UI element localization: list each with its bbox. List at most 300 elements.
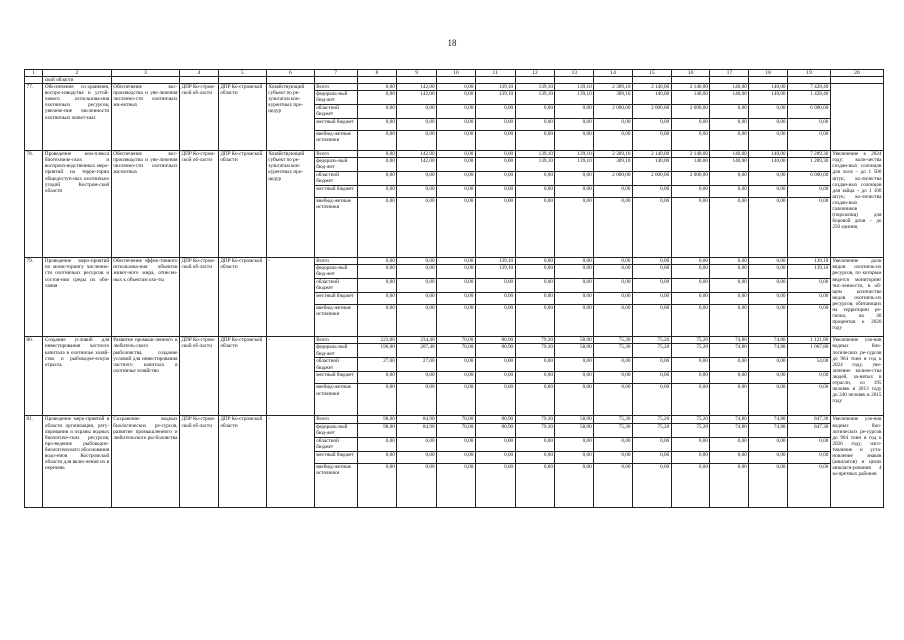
responsible-executor: ДПР Ко-стром-ской об-ласти <box>180 258 219 337</box>
expected-result: Увеличение уло-вов водных био-логических ре-сурсов до 964 тонн в год к 2020 году, изго-товление и уста-новление знаков (аншлагов) в целях аншлаги-рования 4 за-претных районов <box>830 416 883 507</box>
amount-cell: 75,30 <box>594 416 633 423</box>
amount-cell: 1 067,80 <box>788 344 831 358</box>
amount-cell: 139,10 <box>515 158 555 172</box>
amount-cell: 0,00 <box>594 258 633 265</box>
amount-cell: 0,00 <box>555 293 594 305</box>
column-number: 17 <box>710 70 749 77</box>
amount-cell: 0,00 <box>475 279 515 293</box>
amount-cell: 0,00 <box>749 358 788 372</box>
amount-cell: 0,00 <box>555 279 594 293</box>
co-executor: ДПР Ко-стромской области <box>218 337 266 416</box>
responsible-executor: ДПР Ко-стром-ской об-ласти <box>180 337 219 416</box>
amount-cell: 0,00 <box>397 131 437 151</box>
amount-cell: 0,00 <box>357 158 397 172</box>
amount-cell: 0,00 <box>710 265 749 279</box>
amount-cell: 0,00 <box>788 451 831 463</box>
amount-cell: 98,00 <box>357 423 397 437</box>
amount-cell: 140,00 <box>749 84 788 91</box>
amount-cell: 0,00 <box>515 437 555 451</box>
amount-cell: 0,00 <box>788 198 831 258</box>
amount-cell: 0,00 <box>788 119 831 131</box>
amount-cell: 0,00 <box>749 384 788 416</box>
co-executor: ДПР Ко-стромской области <box>218 84 266 151</box>
amount-cell: 84,90 <box>397 416 437 423</box>
amount-cell: 140,00 <box>632 91 671 105</box>
amount-cell: 75,20 <box>632 344 671 358</box>
amount-cell: 0,00 <box>671 293 710 305</box>
funding-source: федераль-ный бюд-жет <box>314 91 357 105</box>
amount-cell: 234,40 <box>397 337 437 344</box>
budget-table <box>24 69 884 508</box>
amount-cell: 0,00 <box>357 198 397 258</box>
amount-cell: 139,10 <box>788 265 831 279</box>
partner-participant: - <box>266 337 314 416</box>
amount-cell: 0,00 <box>515 172 555 186</box>
amount-cell: 139,10 <box>555 91 594 105</box>
amount-cell: 0,00 <box>555 463 594 507</box>
amount-cell: 0,00 <box>710 358 749 372</box>
amount-cell: 0,00 <box>632 437 671 451</box>
event-goal: Сохранение водных биологических ре-сурсов, развитие промышленного и любительского ры-боловства <box>111 416 179 507</box>
empty-cell <box>555 77 594 84</box>
amount-cell: 0,00 <box>749 198 788 258</box>
amount-cell: 0,00 <box>788 463 831 507</box>
funding-source: областной бюджет <box>314 358 357 372</box>
amount-cell: 0,00 <box>749 105 788 119</box>
amount-cell: 0,00 <box>555 451 594 463</box>
empty-cell <box>25 77 43 84</box>
amount-cell: 0,00 <box>555 105 594 119</box>
expected-result <box>830 84 883 151</box>
amount-cell: 0,00 <box>357 384 397 416</box>
amount-cell: 1 289,30 <box>788 158 831 172</box>
funding-source: местный бюджет <box>314 372 357 384</box>
amount-cell: 0,00 <box>749 119 788 131</box>
amount-cell: 80,90 <box>475 423 515 437</box>
funding-source: Всего <box>314 258 357 265</box>
amount-cell: 0,00 <box>515 358 555 372</box>
amount-cell: 0,00 <box>515 265 555 279</box>
amount-cell: 139,10 <box>555 151 594 158</box>
empty-cell <box>515 77 555 84</box>
amount-cell: 0,00 <box>555 186 594 198</box>
amount-cell: 0,00 <box>475 186 515 198</box>
amount-cell: 74,80 <box>749 416 788 423</box>
amount-cell: 58,90 <box>555 423 594 437</box>
empty-cell <box>830 77 883 84</box>
amount-cell: 27,00 <box>397 358 437 372</box>
amount-cell: 139,10 <box>788 258 831 265</box>
event-name: Проведение ком-плекса биотехниче-ских и воспроиз-водственных меро-приятий на терри-тории общедоступ-ных охотничьих угодий Костром-ской области <box>43 151 111 258</box>
partner-participant: - <box>266 416 314 507</box>
responsible-executor: ДПР Ко-стром-ской об-ласти <box>180 84 219 151</box>
amount-cell: 0,00 <box>437 279 476 293</box>
funding-source: федераль-ный бюд-жет <box>314 423 357 437</box>
funding-source: внебюд-жетные источники <box>314 463 357 507</box>
amount-cell: 0,00 <box>632 186 671 198</box>
amount-cell: 2 000,00 <box>671 105 710 119</box>
amount-cell: 58,90 <box>555 344 594 358</box>
amount-cell: 0,00 <box>437 305 476 337</box>
amount-cell: 0,00 <box>515 186 555 198</box>
amount-cell: 139,10 <box>515 84 555 91</box>
amount-cell: 0,00 <box>671 451 710 463</box>
amount-cell: 0,00 <box>515 131 555 151</box>
amount-cell: 140,00 <box>710 84 749 91</box>
amount-cell: 0,00 <box>671 305 710 337</box>
amount-cell: 0,00 <box>632 265 671 279</box>
amount-cell: 0,00 <box>357 463 397 507</box>
amount-cell: 0,00 <box>357 372 397 384</box>
column-number: 6 <box>266 70 314 77</box>
amount-cell: 0,00 <box>437 84 476 91</box>
amount-cell: 142,00 <box>397 91 437 105</box>
amount-cell: 54,00 <box>788 358 831 372</box>
amount-cell: 2 000,00 <box>594 105 633 119</box>
amount-cell: 0,00 <box>475 158 515 172</box>
amount-cell: 0,00 <box>515 258 555 265</box>
amount-cell: 139,10 <box>515 151 555 158</box>
amount-cell: 139,10 <box>475 265 515 279</box>
amount-cell: 0,00 <box>437 358 476 372</box>
amount-cell: 74,80 <box>710 423 749 437</box>
event-name: Создание условий для инвестирования частного капитала в охотничье хозяй-ство и рыбоводче-ескую отрасль <box>43 337 111 416</box>
amount-cell: 0,00 <box>632 451 671 463</box>
event-goal: Обеспечение вос-производства и уве-личения численно-сти охотничьих жи-вотных <box>111 84 179 151</box>
amount-cell: 0,00 <box>357 437 397 451</box>
amount-cell: 139,10 <box>555 84 594 91</box>
amount-cell: 0,00 <box>671 131 710 151</box>
amount-cell: 80,90 <box>475 416 515 423</box>
amount-cell: 0,00 <box>710 384 749 416</box>
funding-source: внебюд-жетные источники <box>314 131 357 151</box>
amount-cell: 0,00 <box>788 186 831 198</box>
column-number: 20 <box>830 70 883 77</box>
amount-cell: 0,00 <box>475 172 515 186</box>
amount-cell: 0,00 <box>475 151 515 158</box>
amount-cell: 0,00 <box>397 265 437 279</box>
amount-cell: 847,30 <box>788 423 831 437</box>
empty-cell <box>218 77 266 84</box>
amount-cell: 142,00 <box>397 158 437 172</box>
amount-cell: 79,30 <box>515 423 555 437</box>
amount-cell: 0,00 <box>710 305 749 337</box>
amount-cell: 139,10 <box>515 91 555 105</box>
row-number: 77. <box>25 84 43 151</box>
amount-cell: 0,00 <box>788 131 831 151</box>
amount-cell: 0,00 <box>671 372 710 384</box>
column-number: 9 <box>397 70 437 77</box>
empty-cell <box>475 77 515 84</box>
amount-cell: 0,00 <box>475 105 515 119</box>
amount-cell: 0,00 <box>357 279 397 293</box>
amount-cell: 140,00 <box>749 158 788 172</box>
amount-cell: 0,00 <box>515 293 555 305</box>
funding-source: внебюд-жетные источники <box>314 384 357 416</box>
amount-cell: 0,00 <box>397 463 437 507</box>
amount-cell: 139,10 <box>555 158 594 172</box>
amount-cell: 139,10 <box>475 84 515 91</box>
amount-cell: 0,00 <box>397 451 437 463</box>
amount-cell: 0,00 <box>749 372 788 384</box>
amount-cell: 0,00 <box>475 358 515 372</box>
amount-cell: 0,00 <box>594 198 633 258</box>
amount-cell: 0,00 <box>515 372 555 384</box>
amount-cell: 847,30 <box>788 416 831 423</box>
empty-cell <box>671 77 710 84</box>
column-number: 8 <box>357 70 397 77</box>
amount-cell: 0,00 <box>749 265 788 279</box>
amount-cell: 79,30 <box>515 416 555 423</box>
column-number: 15 <box>632 70 671 77</box>
amount-cell: 75,30 <box>594 337 633 344</box>
amount-cell: 0,00 <box>357 105 397 119</box>
amount-cell: 0,00 <box>749 258 788 265</box>
row-number: 81. <box>25 416 43 507</box>
amount-cell: 0,00 <box>710 372 749 384</box>
amount-cell: 0,00 <box>357 91 397 105</box>
amount-cell: 0,00 <box>632 119 671 131</box>
amount-cell: 80,90 <box>475 344 515 358</box>
table-row <box>25 258 884 265</box>
funding-source: областной бюджет <box>314 172 357 186</box>
row-number: 79. <box>25 258 43 337</box>
amount-cell: 0,00 <box>632 305 671 337</box>
amount-cell: 0,00 <box>555 372 594 384</box>
amount-cell: 70,00 <box>437 423 476 437</box>
amount-cell: 139,10 <box>475 91 515 105</box>
table-row <box>25 337 884 344</box>
column-number: 3 <box>111 70 179 77</box>
amount-cell: 75,20 <box>671 416 710 423</box>
event-goal: Обеспечение эффек-тивного использова-ния объектов живот-ного мира, отнесен-ных к объектам охо-ты <box>111 258 179 337</box>
amount-cell: 0,00 <box>357 172 397 186</box>
empty-cell <box>749 77 788 84</box>
amount-cell: 0,00 <box>437 131 476 151</box>
amount-cell: 0,00 <box>397 372 437 384</box>
amount-cell: 0,00 <box>710 437 749 451</box>
amount-cell: 0,00 <box>397 305 437 337</box>
amount-cell: 0,00 <box>671 463 710 507</box>
amount-cell: 70,00 <box>437 416 476 423</box>
empty-cell <box>788 77 831 84</box>
funding-source: Всего <box>314 84 357 91</box>
empty-cell <box>632 77 671 84</box>
amount-cell: 0,00 <box>357 451 397 463</box>
amount-cell: 80,90 <box>475 337 515 344</box>
amount-cell: 0,00 <box>555 384 594 416</box>
empty-cell <box>111 77 179 84</box>
amount-cell: 70,00 <box>437 344 476 358</box>
amount-cell: 0,00 <box>710 131 749 151</box>
amount-cell: 84,90 <box>397 423 437 437</box>
amount-cell: 0,00 <box>555 258 594 265</box>
co-executor: ДПР Ко-стромской области <box>218 151 266 258</box>
amount-cell: 0,00 <box>671 119 710 131</box>
column-number: 16 <box>671 70 710 77</box>
amount-cell: 0,00 <box>397 437 437 451</box>
amount-cell: 7 428,40 <box>788 84 831 91</box>
amount-cell: 0,00 <box>555 265 594 279</box>
amount-cell: 0,00 <box>594 463 633 507</box>
amount-cell: 140,00 <box>671 158 710 172</box>
amount-cell: 0,00 <box>437 451 476 463</box>
amount-cell: 0,00 <box>594 384 633 416</box>
amount-cell: 140,00 <box>671 91 710 105</box>
amount-cell: 0,00 <box>594 305 633 337</box>
amount-cell: 75,30 <box>594 344 633 358</box>
amount-cell: 0,00 <box>437 119 476 131</box>
amount-cell: 0,00 <box>632 463 671 507</box>
amount-cell: 0,00 <box>632 258 671 265</box>
amount-cell: 0,00 <box>710 463 749 507</box>
amount-cell: 0,00 <box>515 305 555 337</box>
amount-cell: 0,00 <box>475 437 515 451</box>
funding-source: федераль-ный бюд-жет <box>314 158 357 172</box>
amount-cell: 0,00 <box>594 186 633 198</box>
amount-cell: 75,20 <box>632 423 671 437</box>
event-name: Проведение меро-приятий в области организации, регу-лирования и охраны водных биологиче-ских ресурсов, про-ведение рыбоводно-биологического обоснования водо-емов Костромской области для вклю-чения их в перечень <box>43 416 111 507</box>
amount-cell: 0,00 <box>749 293 788 305</box>
funding-source: местный бюджет <box>314 119 357 131</box>
funding-source: местный бюджет <box>314 293 357 305</box>
amount-cell: 0,00 <box>397 172 437 186</box>
amount-cell: 0,00 <box>788 279 831 293</box>
amount-cell: 0,00 <box>555 358 594 372</box>
amount-cell: 2 309,10 <box>594 84 633 91</box>
co-executor: ДПР Ко-стромской области <box>218 258 266 337</box>
amount-cell: 0,00 <box>632 358 671 372</box>
amount-cell: 0,00 <box>749 131 788 151</box>
amount-cell: 0,00 <box>594 293 633 305</box>
amount-cell: 74,80 <box>749 337 788 344</box>
amount-cell: 0,00 <box>515 463 555 507</box>
column-number: 10 <box>437 70 476 77</box>
amount-cell: 0,00 <box>788 293 831 305</box>
page-number: 18 <box>447 38 457 48</box>
amount-cell: 0,00 <box>437 198 476 258</box>
amount-cell: 6 000,00 <box>788 172 831 186</box>
amount-cell: 0,00 <box>397 105 437 119</box>
amount-cell: 142,00 <box>397 151 437 158</box>
amount-cell: 2 140,00 <box>632 84 671 91</box>
amount-cell: 75,20 <box>671 344 710 358</box>
amount-cell: 0,00 <box>594 265 633 279</box>
amount-cell: 0,00 <box>437 372 476 384</box>
empty-cell <box>357 77 397 84</box>
amount-cell: 6 000,00 <box>788 105 831 119</box>
amount-cell: 1 428,40 <box>788 91 831 105</box>
amount-cell: 0,00 <box>357 186 397 198</box>
partner-participant: - <box>266 258 314 337</box>
amount-cell: 0,00 <box>710 451 749 463</box>
responsible-executor: ДПР Ко-стром-ской об-ласти <box>180 151 219 258</box>
amount-cell: 207,40 <box>397 344 437 358</box>
amount-cell: 0,00 <box>671 384 710 416</box>
amount-cell: 0,00 <box>710 105 749 119</box>
amount-cell: 74,80 <box>710 344 749 358</box>
amount-cell: 0,00 <box>710 198 749 258</box>
funding-source: Всего <box>314 337 357 344</box>
amount-cell: 0,00 <box>749 305 788 337</box>
amount-cell: 0,00 <box>671 258 710 265</box>
amount-cell: 0,00 <box>710 293 749 305</box>
event-goal: Развитие промыш-ленного и любитель-ского рыболовства, создание условий для инвестирования частного капитала в охотничье хозяйство <box>111 337 179 416</box>
amount-cell: 0,00 <box>437 158 476 172</box>
empty-cell <box>180 77 219 84</box>
amount-cell: 0,00 <box>357 258 397 265</box>
table-row <box>25 416 884 423</box>
amount-cell: 0,00 <box>437 172 476 186</box>
amount-cell: 0,00 <box>357 305 397 337</box>
column-number: 4 <box>180 70 219 77</box>
amount-cell: 0,00 <box>671 186 710 198</box>
amount-cell: 223,00 <box>357 337 397 344</box>
amount-cell: 0,00 <box>594 279 633 293</box>
amount-cell: 0,00 <box>671 265 710 279</box>
amount-cell: 70,00 <box>437 337 476 344</box>
event-name: Проведение меро-приятий по мони-торингу численно-сти охотничьих ресурсов и состоя-ния среды их оби-тания <box>43 258 111 337</box>
amount-cell: 0,00 <box>437 105 476 119</box>
table-row <box>25 151 884 158</box>
funding-source: местный бюджет <box>314 186 357 198</box>
column-number: 11 <box>475 70 515 77</box>
amount-cell: 0,00 <box>594 358 633 372</box>
amount-cell: 0,00 <box>710 119 749 131</box>
amount-cell: 0,00 <box>749 463 788 507</box>
column-number: 12 <box>515 70 555 77</box>
column-number: 5 <box>218 70 266 77</box>
amount-cell: 0,00 <box>397 186 437 198</box>
amount-cell: 2 140,00 <box>671 84 710 91</box>
amount-cell: 0,00 <box>397 258 437 265</box>
amount-cell: 196,00 <box>357 344 397 358</box>
column-number: 13 <box>555 70 594 77</box>
amount-cell: 0,00 <box>357 131 397 151</box>
column-number: 1 <box>25 70 43 77</box>
amount-cell: 0,00 <box>749 172 788 186</box>
amount-cell: 74,80 <box>710 337 749 344</box>
table-row <box>25 84 884 91</box>
amount-cell: 0,00 <box>397 384 437 416</box>
amount-cell: 0,00 <box>515 384 555 416</box>
amount-cell: 0,00 <box>437 293 476 305</box>
amount-cell: 0,00 <box>594 437 633 451</box>
column-number: 7 <box>314 70 357 77</box>
column-number: 19 <box>788 70 831 77</box>
amount-cell: 0,00 <box>437 91 476 105</box>
expected-result: Увеличение уло-вов водных био-логических ре-сурсов до 964 тонн в год к 2024 году, уве-личение количе-ства людей, за-нятых в отрасли, со 195 человек в 2013 году до 240 человек в 2015 году <box>830 337 883 416</box>
amount-cell: 0,00 <box>632 279 671 293</box>
amount-cell: 2 000,00 <box>671 172 710 186</box>
amount-cell: 0,00 <box>475 463 515 507</box>
amount-cell: 0,00 <box>710 258 749 265</box>
amount-cell: 309,10 <box>594 91 633 105</box>
funding-source: федераль-ный бюд-жет <box>314 265 357 279</box>
amount-cell: 0,00 <box>555 198 594 258</box>
amount-cell: 0,00 <box>475 372 515 384</box>
amount-cell: 75,20 <box>632 337 671 344</box>
amount-cell: 0,00 <box>437 186 476 198</box>
amount-cell: 0,00 <box>475 119 515 131</box>
amount-cell: 139,10 <box>475 258 515 265</box>
amount-cell: 0,00 <box>357 84 397 91</box>
empty-cell <box>397 77 437 84</box>
amount-cell: 2 309,10 <box>594 151 633 158</box>
amount-cell: 79,30 <box>515 337 555 344</box>
amount-cell: 2 140,00 <box>671 151 710 158</box>
amount-cell: 0,00 <box>475 131 515 151</box>
